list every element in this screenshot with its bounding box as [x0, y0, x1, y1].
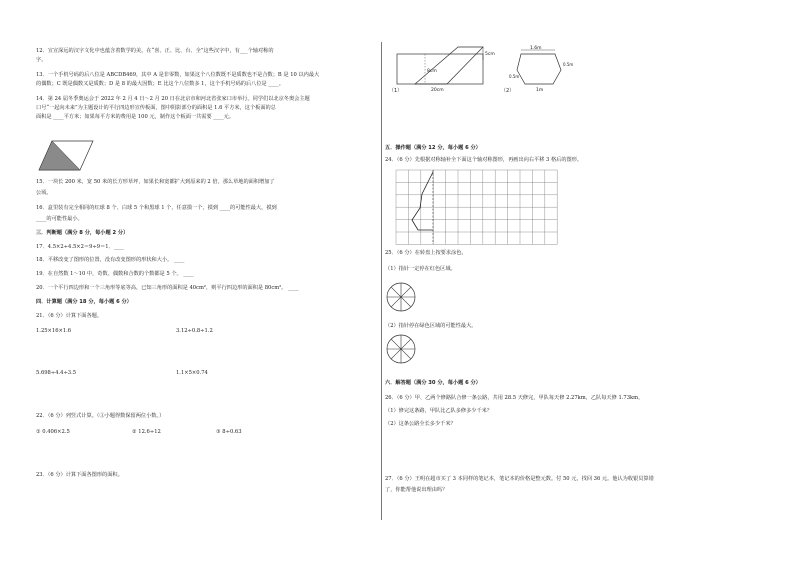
q14-line3: 面积是 ____平方米；如果每平方米的费用是 100 元，制作这个板面一共需要 ____元。 [36, 114, 235, 120]
dim-20cm: 20cm [431, 88, 444, 93]
spinner-1 [385, 281, 417, 313]
calc-6: ② 12.6÷12 [132, 429, 161, 435]
q12-line2: 字。 [36, 57, 47, 63]
q13-line1: 13．一个手机号码的后八位是 ABCDB469，其中 A 是非零数，如果这个八位数既不是质数也不是合数；B 是 10 以内最大 [36, 72, 320, 78]
section-6-heading: 六．解答题（满分 30 分，每小题 6 分） [385, 380, 481, 386]
calc-7: ③ 8÷0.63 [216, 429, 242, 435]
q22: 22．（6 分）列竖式计算。（③小题得数保留两位小数。） [36, 413, 165, 419]
figure2-label: （2） [501, 88, 515, 94]
dim-5cm: 5cm [485, 52, 495, 57]
spinner-2 [385, 333, 417, 365]
calc-1: 1.25×16×1.6 [36, 328, 72, 334]
dim-8cm: 8cm [427, 69, 437, 74]
calc-5: ① 0.406×2.5 [36, 429, 70, 435]
section-3-heading: 三．判断题（满分 8 分，每小题 2 分） [36, 230, 129, 236]
q25: 25．（6 分）在转盘上按要求涂色。 [385, 250, 467, 256]
q16-line1: 16．盒里装有完全相同的红球 8 个、白球 5 个和黑球 1 个，任意摸一个，摸到 ____的可能性最大，摸到 [36, 205, 277, 211]
figure1-shape [415, 47, 483, 84]
q12-line1: 12．宣宣深远的汉字文化中也蕴含着数学的美。在“喜、正、比、台、全”这些汉字中，有___个轴对称的 [36, 48, 274, 54]
section-4-heading: 四．计算题（满分 18 分，每小题 6 分） [36, 299, 132, 305]
q26-part1: （1）修完这条路，甲队比乙队多修多少千米？ [385, 408, 493, 414]
q24: 24．（6 分）先根据对称轴补全下面这个轴对称图形，再画出向右平移 3 格后的图形。 [385, 157, 583, 163]
grid-figure [394, 168, 566, 248]
half-figure [412, 172, 433, 230]
q27-line1: 27．（6 分）王明在超市买了 3 本同样的笔记本，笔记本的价格是整元数。付 50 元，找回 36 元。他认为收银员算错 [385, 476, 654, 482]
q26-part2: （2）这条公路全长多少千米？ [385, 421, 456, 427]
q26-line1: 26．（6 分）甲、乙两个修路队合修一条公路，共用 28.5 天修完，甲队每天修 2.27km，乙队每天修 1.73km， [385, 395, 644, 401]
q20: 20．一个平行四边形和一个三角形等底等高，已知三角形的面积是 40cm²，则平行四边形的面积是 80cm²。 ____ [36, 285, 299, 291]
parallelogram-figure [38, 140, 94, 171]
q21: 21．（6 分）计算下面各题。 [36, 313, 103, 319]
calc-2: 3.12÷0.8÷1.2 [176, 328, 213, 334]
q18: 18．平移改变了图形的位置，没有改变图形的形状和大小。 ____ [36, 257, 185, 263]
figure1-label: （1） [389, 88, 403, 94]
dim-0-5m-right: 0.5m [563, 62, 574, 67]
q13-line2: 的偶数；C 既是偶数又是质数；D 是 8 的最大因数；E 比这个八位数多 1，这个手机号码的后八位是 ____。 [36, 81, 284, 87]
q14-line2: 口号“一起向未来”为主题设计的平行四边形宣传板面，图中阴影部分的面积是 1.6 平方米，这个板面的总 [36, 105, 276, 111]
calc-4: 1.1×5×0.74 [176, 370, 208, 376]
calc-3: 5.698÷4.4÷3.5 [36, 370, 77, 376]
q25-part2: （2）指针停在绿色区域的可能性最大。 [385, 323, 477, 329]
q27-line2: 了，你能帮他说出理由吗？ [385, 487, 448, 493]
q15-line1: 15．一块长 200 米，宽 50 米的长方形草坪，如果长和宽都扩大到原来的 2 倍，那么草地的面积增加了 [36, 179, 275, 185]
q19: 19．在自然数 1～10 中，奇数、偶数和合数的个数都是 5 个。 ____ [36, 271, 194, 277]
q23: 23．（6 分）计算下面各图形的面积。 [36, 472, 123, 478]
column-divider [381, 42, 382, 520]
figure1-box [397, 54, 483, 84]
q25-part1: （1）指针一定停在红色区域。 [385, 266, 456, 272]
area-figures [385, 42, 585, 100]
dim-1m: 1m [536, 88, 544, 93]
figure2-shape [517, 54, 561, 84]
q16-line2: ____的可能性最小。 [36, 216, 83, 222]
q17: 17．4.5×2÷4.5×2＝9÷9＝1．____ [36, 244, 125, 250]
dim-0-5m-left: 0.5m [509, 74, 520, 79]
dim-1-6m: 1.6m [530, 46, 542, 51]
q15-line2: 公顷。 [36, 190, 52, 196]
section-5-heading: 五．操作题（满分 12 分，每小题 6 分） [385, 145, 481, 151]
q14-line1: 14．第 24 届冬季奥运会于 2022 年 2 月 4 日～2 月 20 日在北京市和河北省张家口市举行。同学们以北京冬奥会主题 [36, 96, 310, 102]
